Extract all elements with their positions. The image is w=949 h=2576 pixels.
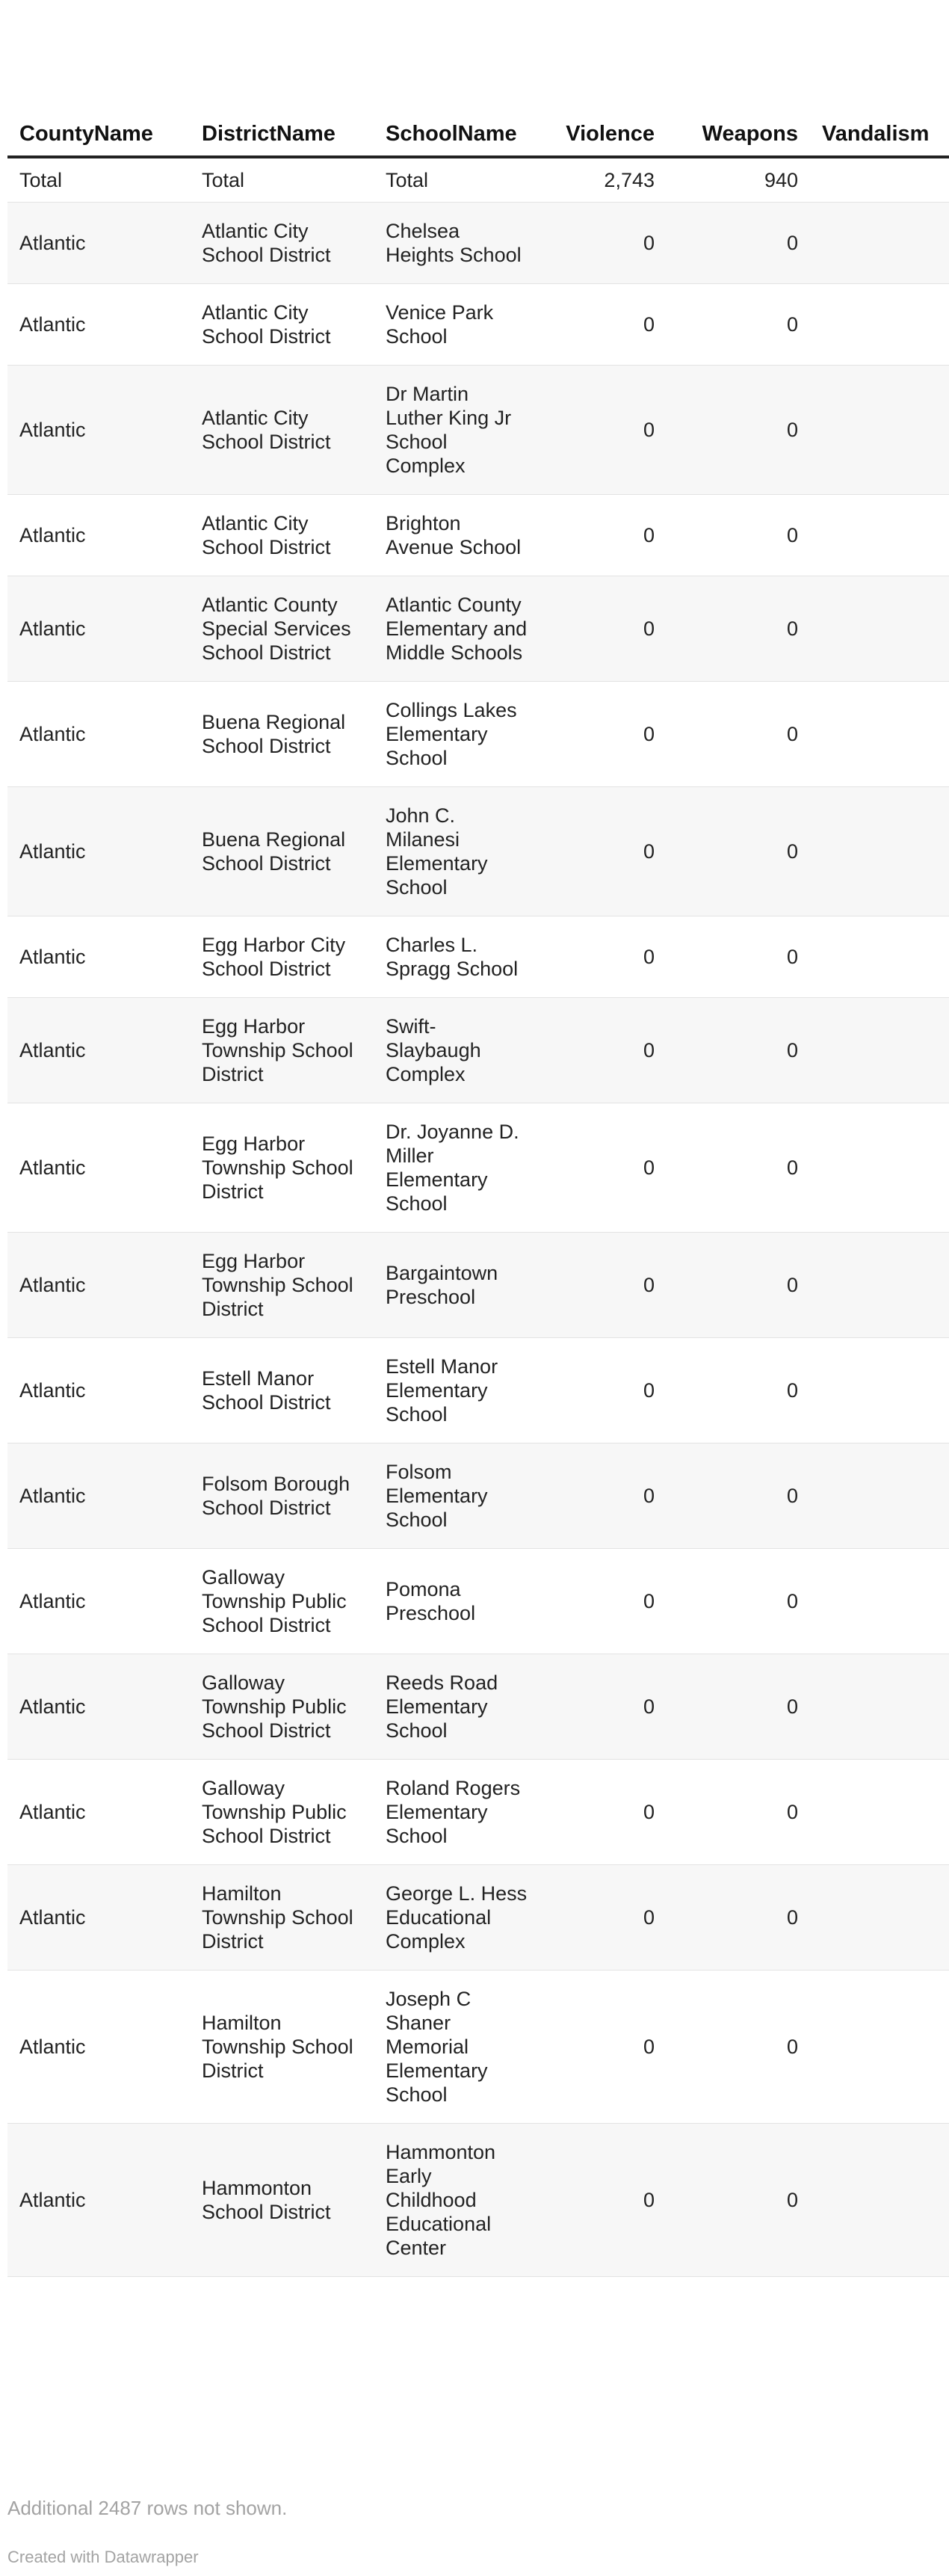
total-school-cell: Total — [374, 157, 540, 203]
school-cell: Charles L. Spragg School — [374, 916, 540, 998]
school-cell: Pomona Preschool — [374, 1549, 540, 1654]
weapons-cell: 0 — [667, 1654, 810, 1760]
weapons-cell: 0 — [667, 203, 810, 284]
district-cell: Hammonton School District — [190, 2124, 374, 2277]
table-row — [7, 682, 949, 787]
violence-cell: 0 — [540, 203, 667, 284]
vandalism-cell — [810, 1233, 949, 1338]
weapons-cell: 0 — [667, 1760, 810, 1865]
violence-cell: 0 — [540, 2124, 667, 2277]
school-cell: Estell Manor Elementary School — [374, 1338, 540, 1443]
vandalism-cell — [810, 1760, 949, 1865]
school-cell: Brighton Avenue School — [374, 495, 540, 576]
weapons-cell: 0 — [667, 1865, 810, 1970]
vandalism-cell — [810, 1865, 949, 1970]
district-cell: Egg Harbor Township School District — [190, 1233, 374, 1338]
school-cell: Joseph C Shaner Memorial Elementary School — [374, 1970, 540, 2124]
weapons-cell: 0 — [667, 682, 810, 787]
district-cell: Atlantic City School District — [190, 203, 374, 284]
vandalism-cell — [810, 682, 949, 787]
vandalism-cell — [810, 2124, 949, 2277]
school-cell: George L. Hess Educational Complex — [374, 1865, 540, 1970]
vandalism-cell — [810, 495, 949, 576]
data-table — [7, 112, 949, 2277]
table-row — [7, 1760, 949, 1865]
district-cell: Atlantic City School District — [190, 366, 374, 495]
table-body — [7, 157, 949, 2277]
table-header — [7, 112, 949, 157]
district-cell: Folsom Borough School District — [190, 1443, 374, 1549]
county-cell: Atlantic — [7, 1865, 190, 1970]
district-cell: Egg Harbor City School District — [190, 916, 374, 998]
county-cell: Atlantic — [7, 576, 190, 682]
violence-cell: 0 — [540, 787, 667, 916]
district-cell: Atlantic City School District — [190, 284, 374, 366]
district-cell: Atlantic County Special Services School District — [190, 576, 374, 682]
district-cell: Egg Harbor Township School District — [190, 1103, 374, 1233]
weapons-cell: 0 — [667, 576, 810, 682]
violence-cell: 0 — [540, 1103, 667, 1233]
violence-cell: 0 — [540, 1338, 667, 1443]
total-county-cell: Total — [7, 157, 190, 203]
vandalism-cell — [810, 1654, 949, 1760]
column-header-violence[interactable]: Violence — [540, 112, 667, 157]
violence-cell: 0 — [540, 1865, 667, 1970]
table-row — [7, 1970, 949, 2124]
violence-cell: 0 — [540, 1443, 667, 1549]
table-row — [7, 2124, 949, 2277]
table-row — [7, 1443, 949, 1549]
violence-cell: 0 — [540, 366, 667, 495]
school-cell: Dr. Joyanne D. Miller Elementary School — [374, 1103, 540, 1233]
county-cell: Atlantic — [7, 1103, 190, 1233]
school-cell: Bargaintown Preschool — [374, 1233, 540, 1338]
violence-cell: 0 — [540, 1549, 667, 1654]
weapons-cell: 0 — [667, 366, 810, 495]
violence-cell: 0 — [540, 1654, 667, 1760]
school-cell: Chelsea Heights School — [374, 203, 540, 284]
table-row — [7, 1654, 949, 1760]
district-cell: Hamilton Township School District — [190, 1865, 374, 1970]
district-cell: Egg Harbor Township School District — [190, 998, 374, 1103]
weapons-cell: 0 — [667, 2124, 810, 2277]
district-cell: Estell Manor School District — [190, 1338, 374, 1443]
table-row — [7, 203, 949, 284]
school-cell: Venice Park School — [374, 284, 540, 366]
column-header-vandalism[interactable]: Vandalism — [810, 112, 949, 157]
weapons-cell: 0 — [667, 1233, 810, 1338]
county-cell: Atlantic — [7, 203, 190, 284]
header-row — [7, 112, 949, 157]
vandalism-cell — [810, 366, 949, 495]
county-cell: Atlantic — [7, 1338, 190, 1443]
district-cell: Buena Regional School District — [190, 682, 374, 787]
violence-cell: 0 — [540, 916, 667, 998]
total-district-cell: Total — [190, 157, 374, 203]
weapons-cell: 0 — [667, 1103, 810, 1233]
county-cell: Atlantic — [7, 1233, 190, 1338]
datawrapper-credit: Created with Datawrapper — [7, 2548, 199, 2566]
table-row — [7, 787, 949, 916]
rows-not-shown-note: Additional 2487 rows not shown. — [7, 2497, 288, 2519]
weapons-cell: 0 — [667, 1970, 810, 2124]
violence-cell: 0 — [540, 1233, 667, 1338]
school-cell: Swift-Slaybaugh Complex — [374, 998, 540, 1103]
vandalism-cell — [810, 787, 949, 916]
school-cell: Folsom Elementary School — [374, 1443, 540, 1549]
county-cell: Atlantic — [7, 366, 190, 495]
vandalism-cell — [810, 203, 949, 284]
weapons-cell: 0 — [667, 787, 810, 916]
vandalism-cell — [810, 284, 949, 366]
vandalism-cell — [810, 998, 949, 1103]
vandalism-cell — [810, 1443, 949, 1549]
district-cell: Galloway Township Public School District — [190, 1549, 374, 1654]
vandalism-cell — [810, 1970, 949, 2124]
school-cell: Roland Rogers Elementary School — [374, 1760, 540, 1865]
table-row — [7, 366, 949, 495]
violence-cell: 0 — [540, 1970, 667, 2124]
table-row — [7, 1549, 949, 1654]
table-row — [7, 1865, 949, 1970]
violence-cell: 0 — [540, 1760, 667, 1865]
vandalism-cell — [810, 1549, 949, 1654]
table-row — [7, 576, 949, 682]
district-cell: Galloway Township Public School District — [190, 1654, 374, 1760]
school-cell: Reeds Road Elementary School — [374, 1654, 540, 1760]
violence-cell: 0 — [540, 576, 667, 682]
county-cell: Atlantic — [7, 1443, 190, 1549]
violence-cell: 0 — [540, 284, 667, 366]
column-header-weapons[interactable]: Weapons — [667, 112, 810, 157]
school-cell: John C. Milanesi Elementary School — [374, 787, 540, 916]
district-cell: Buena Regional School District — [190, 787, 374, 916]
data-table-container — [7, 112, 930, 2277]
vandalism-cell — [810, 1338, 949, 1443]
weapons-cell: 0 — [667, 495, 810, 576]
weapons-cell: 0 — [667, 284, 810, 366]
school-cell: Dr Martin Luther King Jr School Complex — [374, 366, 540, 495]
table-row — [7, 1233, 949, 1338]
table-row — [7, 495, 949, 576]
county-cell: Atlantic — [7, 1970, 190, 2124]
total-row — [7, 157, 949, 203]
county-cell: Atlantic — [7, 1760, 190, 1865]
table-row — [7, 998, 949, 1103]
county-cell: Atlantic — [7, 284, 190, 366]
vandalism-cell — [810, 916, 949, 998]
weapons-cell: 0 — [667, 916, 810, 998]
county-cell: Atlantic — [7, 1654, 190, 1760]
weapons-cell: 0 — [667, 1338, 810, 1443]
county-cell: Atlantic — [7, 2124, 190, 2277]
district-cell: Atlantic City School District — [190, 495, 374, 576]
violence-cell: 0 — [540, 495, 667, 576]
county-cell: Atlantic — [7, 1549, 190, 1654]
total-vandalism-cell — [810, 157, 949, 203]
vandalism-cell — [810, 1103, 949, 1233]
table-row — [7, 1103, 949, 1233]
weapons-cell: 0 — [667, 1549, 810, 1654]
table-row — [7, 284, 949, 366]
county-cell: Atlantic — [7, 916, 190, 998]
district-cell: Galloway Township Public School District — [190, 1760, 374, 1865]
county-cell: Atlantic — [7, 495, 190, 576]
column-header-county[interactable]: CountyName — [7, 112, 190, 157]
county-cell: Atlantic — [7, 682, 190, 787]
total-weapons-cell: 940 — [667, 157, 810, 203]
column-header-district[interactable]: DistrictName — [190, 112, 374, 157]
vandalism-cell — [810, 576, 949, 682]
table-row — [7, 916, 949, 998]
school-cell: Collings Lakes Elementary School — [374, 682, 540, 787]
table-row — [7, 1338, 949, 1443]
district-cell: Hamilton Township School District — [190, 1970, 374, 2124]
weapons-cell: 0 — [667, 998, 810, 1103]
weapons-cell: 0 — [667, 1443, 810, 1549]
county-cell: Atlantic — [7, 998, 190, 1103]
school-cell: Atlantic County Elementary and Middle Schools — [374, 576, 540, 682]
violence-cell: 0 — [540, 682, 667, 787]
county-cell: Atlantic — [7, 787, 190, 916]
column-header-school[interactable]: SchoolName — [374, 112, 540, 157]
violence-cell: 0 — [540, 998, 667, 1103]
school-cell: Hammonton Early Childhood Educational Center — [374, 2124, 540, 2277]
total-violence-cell: 2,743 — [540, 157, 667, 203]
